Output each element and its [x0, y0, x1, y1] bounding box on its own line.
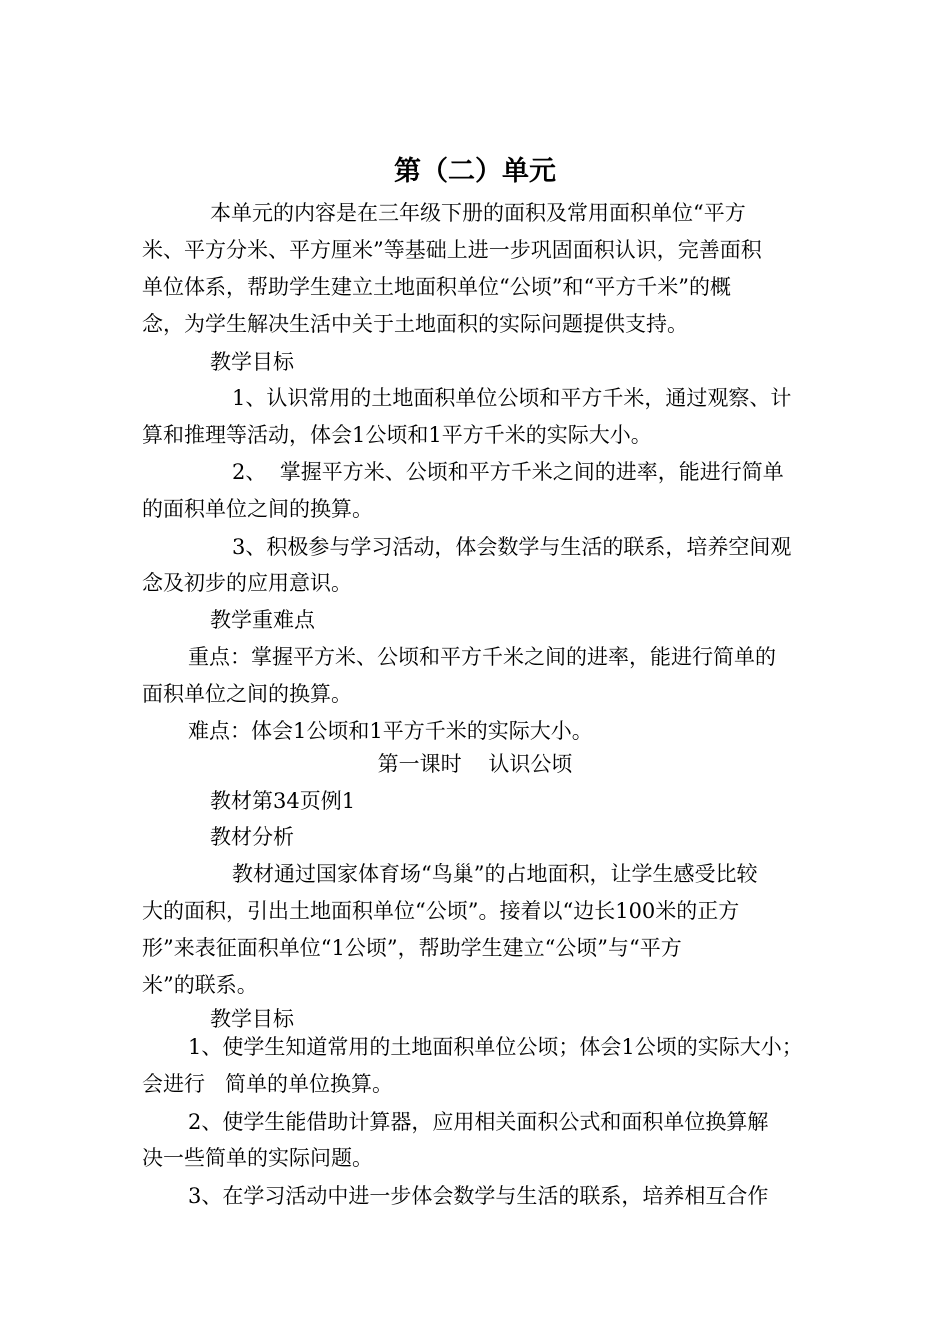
section-heading-goals: 教学目标	[210, 350, 294, 374]
goal-1-line-1: 1、认识常用的土地面积单位公顷和平方千米，通过观察、计	[232, 386, 792, 410]
goal-1-line-2: 算和推理等活动，体会1公顷和1平方千米的实际大小。	[142, 423, 652, 447]
key-point-line-2: 面积单位之间的换算。	[142, 682, 352, 706]
unit-title: 第（二）单元	[394, 156, 556, 187]
key-point-line-1: 重点：掌握平方米、公顷和平方千米之间的进率，能进行简单的	[188, 645, 776, 669]
goal-2-line-1: 2、 掌握平方米、公顷和平方千米之间的进率，能进行简单	[232, 460, 784, 484]
lesson-goal-2-line-1: 2、使学生能借助计算器，应用相关面积公式和面积单位换算解	[188, 1110, 769, 1134]
section-heading-analysis: 教材分析	[210, 825, 294, 849]
goal-3-line-1: 3、积极参与学习活动，体会数学与生活的联系，培养空间观	[232, 535, 792, 559]
intro-line-2: 米、平方分米、平方厘米”等基础上进一步巩固面积认识，完善面积	[142, 238, 762, 262]
analysis-line-1: 教材通过国家体育场“鸟巢”的占地面积，让学生感受比较	[232, 862, 758, 886]
intro-line-4: 念，为学生解决生活中关于土地面积的实际问题提供支持。	[142, 312, 688, 336]
lesson-title: 第一课时 认识公顷	[377, 752, 573, 776]
intro-line-1: 本单元的内容是在三年级下册的面积及常用面积单位“平方	[210, 201, 746, 225]
lesson-goal-2-line-2: 决一些简单的实际问题。	[142, 1146, 373, 1170]
goal-3-line-2: 念及初步的应用意识。	[142, 571, 352, 595]
analysis-line-3: 形”来表征面积单位“1公顷”，帮助学生建立“公顷”与“平方	[142, 936, 682, 960]
section-heading-lesson-goals: 教学目标	[210, 1007, 294, 1031]
analysis-line-4: 米”的联系。	[142, 973, 258, 997]
lesson-goal-1-line-1: 1、使学生知道常用的土地面积单位公顷；体会1公顷的实际大小；	[188, 1035, 803, 1059]
goal-2-line-2: 的面积单位之间的换算。	[142, 497, 373, 521]
difficult-point-line: 难点：体会1公顷和1平方千米的实际大小。	[188, 719, 593, 743]
lesson-goal-3-line-1: 3、在学习活动中进一步体会数学与生活的联系，培养相互合作	[188, 1184, 769, 1208]
section-heading-key-points: 教学重难点	[210, 608, 315, 632]
analysis-line-2: 大的面积，引出土地面积单位“公顷”。接着以“边长100米的正方	[142, 899, 740, 923]
textbook-reference: 教材第34页例1	[210, 789, 356, 813]
intro-line-3: 单位体系，帮助学生建立土地面积单位“公顷”和“平方千米”的概	[142, 275, 731, 299]
lesson-goal-1-line-2: 会进行 简单的单位换算。	[142, 1072, 394, 1096]
